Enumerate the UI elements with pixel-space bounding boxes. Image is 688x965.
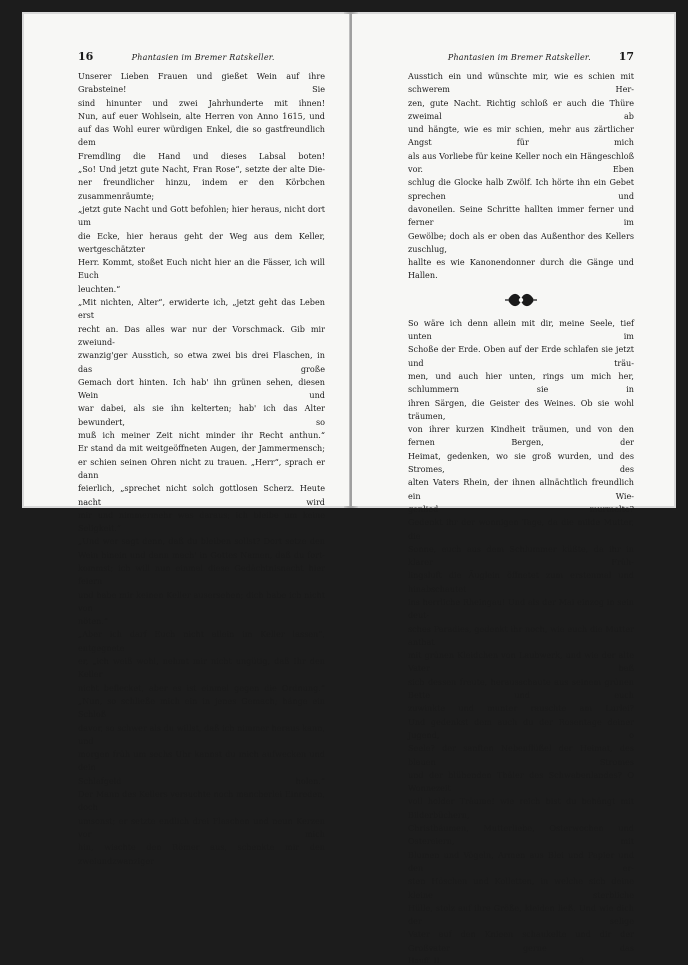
text-line: und der blühenden Thäler des Schwabenlandes? O Wonnezeit: [408, 769, 634, 794]
text-line: hin, wischte den Römer aus, schenkte mir den zweiundzwanziger: [78, 842, 325, 866]
left-page-number: 16: [78, 50, 94, 63]
text-line: sten Höschen und Kolletten, in welche sich deine kleine sterbliche: [408, 876, 634, 900]
text-line: „Aber ich darf Euch nicht allein im Keller lassen“, entgegnete: [78, 629, 325, 653]
text-line: So wäre ich denn allein mit dir, meine Seele, tief unten im: [408, 317, 634, 342]
text-line: zen, gute Nacht. Richtig schloß er auch die Thüre zweimal ab: [408, 97, 634, 121]
right-body-text-bottom: [408, 317, 634, 955]
text-line: „So! Und jetzt gute Nacht, Fran Rose“, setzte der alte Die-: [78, 164, 325, 175]
text-line: Herr. Kommt, stoßet Euch nicht hier an die Fässer, ich will Euch: [78, 257, 325, 281]
text-line: hallte es wie Kanonendonner durch die Gänge und Hallen.: [408, 257, 634, 281]
text-line: er, „ich weiß wohl, nehmt mir nicht ungütig, daß Ihr den Keller: [78, 656, 325, 680]
text-line: morgen früh um sechs Uhr kannst du mich aufwecken und dein: [78, 749, 325, 773]
right-running-title: Phantasien im Bremer Ratskeller.: [447, 53, 591, 62]
text-line: Gewölbe; doch als er oben das Außenthor des Kellers zuschlug,: [408, 230, 634, 254]
text-line: war dabei, als sie ihn kelterten; hab' ich das Alter bewundert, so: [78, 403, 325, 427]
text-line: Der Mann des Kellers versuchte noch mancherlei Einreden, doch: [78, 789, 325, 813]
text-line: Schlafgeld holen.“: [78, 775, 325, 786]
text-line: und hängte, wie es mir schien, mehr aus zärtlicher Angst für mich: [408, 124, 634, 148]
open-book: [22, 12, 676, 965]
left-running-head: [78, 50, 325, 66]
text-line: zwanzig'ger Ausstich, so etwa zwei bis drei Flaschen, in das große: [78, 350, 325, 374]
text-line: lingsluft die Äuglein öffnetet zum erstenmal und hinabschautet: [408, 570, 634, 594]
text-line: „Und wer sagt denn, daß du bleiben sollst? Dort setze den: [78, 536, 325, 547]
text-line: men, und auch hier unten, rings um mich her, schlummern sie in: [408, 370, 634, 395]
text-line: Gedenkt ihr der wonnigen Tage, da die milde Mutter, die: [408, 517, 634, 541]
text-line: Heimat, gedenken, wo sie groß wurden, und des Stromes, des: [408, 450, 634, 475]
text-line: Gemach dort hinten. Ich hab' ihn grünen sehen, diesen Wein und: [78, 376, 325, 401]
text-line: die Ecke, hier heraus geht der Weg aus dem Keller, wertgeschätzter: [78, 230, 325, 254]
footer-signature: Hauff. II.: [408, 956, 442, 965]
text-line: Und gedenkst dem auch du der Rosentage deiner Jugend, o: [408, 716, 634, 740]
left-page: [24, 14, 350, 866]
text-line: Sonne, euch aus dem Schlummer küßte, da ihr in klarer Früh-: [408, 543, 634, 568]
text-line: mit grünen Kleidchen von Laubwerk, und wie der alte Vater baß: [408, 650, 634, 674]
text-line: Er stand da mit weitgeöffneten Augen, der Jammermensch;: [78, 443, 325, 454]
text-line: feierlich, „sprechet nicht solch gottlosen Scherz. Heute nacht wird: [78, 483, 325, 507]
text-line: sind hinunter und zwei Jahrhunderte mit ihnen!: [78, 97, 325, 108]
text-line: davor, so schwer als du willst, daß ich nimmer heraus kann, und: [78, 722, 325, 746]
text-line: Seele? der sanften Nebenflüßel der Heimat, des blauen Stromes: [408, 743, 634, 767]
text-line: Ausstich ein und wünschte mir, wie es schien mit schwerem Her-: [408, 71, 634, 95]
text-line: genlied murmelte?: [408, 503, 634, 514]
text-line: „Mit nichten, Alter“, erwiderte ich, „jetzt geht das Leben erst: [78, 297, 325, 321]
text-line: muß ich meiner Zeit nicht minder ihr Recht anthun.“: [78, 430, 325, 441]
text-line: leuchten.“: [78, 283, 121, 294]
text-line: zuwinkte und munter rauschte am Lurlei?: [408, 703, 634, 714]
left-body-text: [78, 70, 325, 868]
text-line: Unserer Lieben Frauen und gießet Wein auf ihre Grabsteine! Sie: [78, 71, 325, 95]
text-line: Nun, auf euer Wohlsein, alte Herren von Anno 1615, und: [78, 110, 325, 121]
right-page: [352, 14, 674, 965]
right-page-footer: [408, 956, 634, 965]
text-line: Christbäumen, Mutterliebe, Osterwochen und Ostereiern, mit: [408, 823, 634, 847]
text-line: umsonst; er setzte endlich drei Flaschen und neun Kerzen vor mich: [78, 815, 325, 839]
text-line: nicht beflecket, aber es ist einmal gegen die Ordnung.“: [78, 682, 325, 693]
text-line: alten Vaters Rhein, der ihnen allnächtlich freundlich ein Wie-: [408, 477, 634, 501]
text-line: er schien seinen Ohren nicht zu trauen. „Herr“, sprach er dann: [78, 456, 325, 480]
text-line: nöten.“: [78, 616, 109, 627]
text-line: davoneilen. Seine Schritte hallten immer ferner und ferner im: [408, 203, 634, 228]
text-line: Wein hinein und dann mach' in Gottes Namen, daß du fort-: [78, 549, 325, 560]
text-line: und habe mir keinen Keller ausersehen; dich habe ich nicht von: [78, 589, 325, 613]
text-line: mir und nimmermehr was daraus; ich bleibe um keine Seligkeit.“: [78, 509, 325, 534]
text-line: „jetzt gute Nacht und Gott befohlen; hier heraus, nicht dort um: [78, 203, 325, 228]
text-line: voll holder Träume! wie reich bist du behängt mit Bilderbüchern,: [408, 796, 634, 820]
text-line: Blumen und Vögeln, Armen aus Blei und Papier und den er-: [408, 849, 634, 873]
text-line: Fremdling die Hand und dieses Labsal boten!: [78, 150, 325, 161]
text-line: ihren Särgen, die Geister des Weines. Ob sie wohl träumen,: [408, 397, 634, 421]
right-running-head: [408, 50, 634, 66]
text-line: Vater auf den Knieen schaukelte und dir der Großvater gerne das: [408, 929, 634, 953]
text-line: sich dessen freute, herausschaute aus seinem grünen Bette und euch: [408, 676, 634, 701]
text-line: Schoße der Erde. Oben auf der Erde schlafen sie jetzt und träu-: [408, 344, 634, 368]
vignette-ornament-icon: [408, 287, 634, 313]
text-line: Hülle, stolz auf ihre Größe, kleiden ließ. Und wie dich der selige: [408, 902, 634, 927]
text-line: kommst; ich will nun einmal diese Gedächtnisnacht hier feiern: [78, 562, 325, 587]
right-page-number: 17: [618, 50, 634, 63]
text-line: schlug die Glocke halb Zwölf. Ich hörte ihn ein Gebet sprechen und: [408, 177, 634, 201]
text-line: recht an. Das alles war nur der Vorschmack. Gib mir zweiund-: [78, 323, 325, 347]
text-line: „Nun, so schließe mich ein in jenes Gemach; hänge ein Schloß: [78, 695, 325, 720]
text-line: sches Paradies, gedenkt ihr noch, wie euch die Mutter anthat: [408, 623, 634, 647]
text-line: ins herrliche Rheingau! Und als der Mai einzog in sein deut-: [408, 596, 634, 621]
text-line: auf das Wohl eurer würdigen Enkel, die so gastfreundlich dem: [78, 124, 325, 148]
text-line: ner freundlicher hinzu, indem er den Körbchen zusammenräumte;: [78, 177, 325, 201]
text-line: als aus Vorliebe für keine Keller noch ein Hängeschloß vor. Eben: [408, 150, 634, 175]
text-line: von ihrer kurzen Kindheit träumen, und von den fernen Bergen, der: [408, 424, 634, 448]
right-body-text-top: [408, 70, 634, 283]
footer-sheet-number: 2: [579, 956, 584, 965]
left-running-title: Phantasien im Bremer Ratskeller.: [131, 53, 275, 62]
